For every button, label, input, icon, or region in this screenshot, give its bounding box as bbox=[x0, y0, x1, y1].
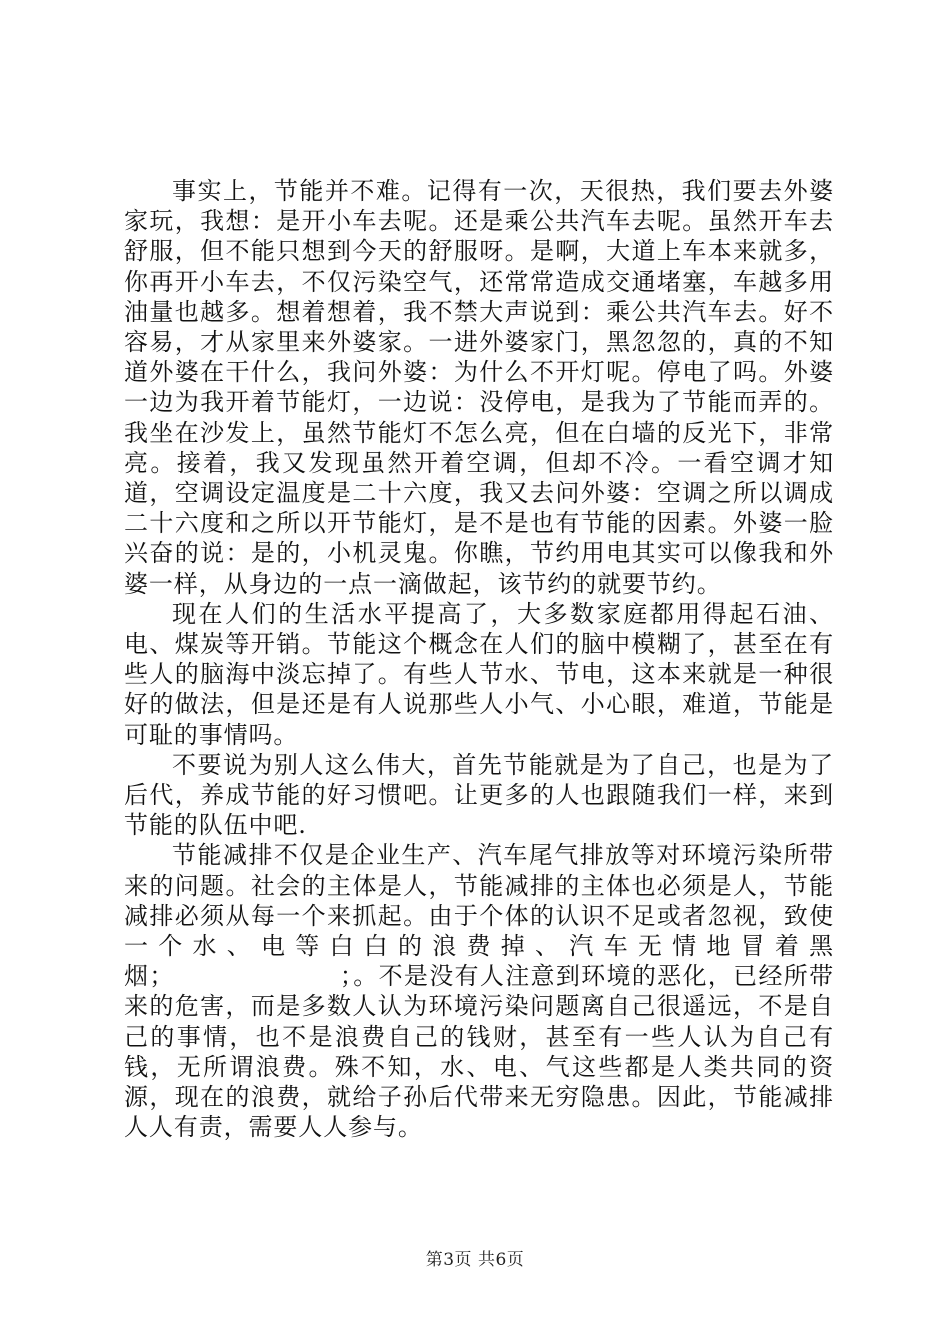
paragraph: 节能减排不仅是企业生产、汽车尾气排放等对环境污染所带来的问题。社会的主体是人，节能减排的主体也必须是人，节能减排必须从每一个来抓起。由于个体的认识不足或者忽视，致使一个水、电等白白的浪费掉、汽车无情地冒着黑烟； ；。不是没有人注意到环境的恶化，已经所带来的危害，而是多数人认为环境污染问题离自己很遥远，不是自己的事情，也不是浪费自己的钱财，甚至有一些人认为自己有钱，无所谓浪费。殊不知，水、电、气这些都是人类共同的资源，现在的浪费，就给子孙后代带来无穷隐患。因此，节能减排人人有责，需要人人参与。 bbox=[124, 841, 834, 1142]
page-footer: 第3页 共6页 bbox=[425, 1250, 525, 1270]
document-body bbox=[124, 176, 834, 1143]
paragraph: 事实上，节能并不难。记得有一次，天很热，我们要去外婆家玩，我想：是开小车去呢。还是乘公共汽车去呢。虽然开车去舒服，但不能只想到今天的舒服呀。是啊，大道上车本来就多，你再开小车去，不仅污染空气，还常常造成交通堵塞，车越多用油量也越多。想着想着，我不禁大声说到：乘公共汽车去。好不容易，才从家里来外婆家。一进外婆家门，黑忽忽的，真的不知道外婆在干什么，我问外婆：为什么不开灯呢。停电了吗。外婆一边为我开着节能灯，一边说：没停电，是我为了节能而弄的。我坐在沙发上，虽然节能灯不怎么亮，但在白墙的反光下，非常亮。接着，我又发现虽然开着空调，但却不冷。一看空调才知道，空调设定温度是二十六度，我又去问外婆：空调之所以调成二十六度和之所以开节能灯，是不是也有节能的因素。外婆一脸兴奋的说：是的，小机灵鬼。你瞧，节约用电其实可以像我和外婆一样，从身边的一点一滴做起，该节约的就要节约。 bbox=[124, 177, 834, 598]
paragraph: 现在人们的生活水平提高了，大多数家庭都用得起石油、电、煤炭等开销。节能这个概念在人们的脑中模糊了，甚至在有些人的脑海中淡忘掉了。有些人节水、节电，这本来就是一种很好的做法，但是还是有人说那些人小气、小心眼，难道，节能是可耻的事情吗。 bbox=[124, 599, 834, 749]
paragraph: 不要说为别人这么伟大，首先节能就是为了自己，也是为了后代，养成节能的好习惯吧。让更多的人也跟随我们一样，来到节能的队伍中吧. bbox=[124, 750, 834, 840]
